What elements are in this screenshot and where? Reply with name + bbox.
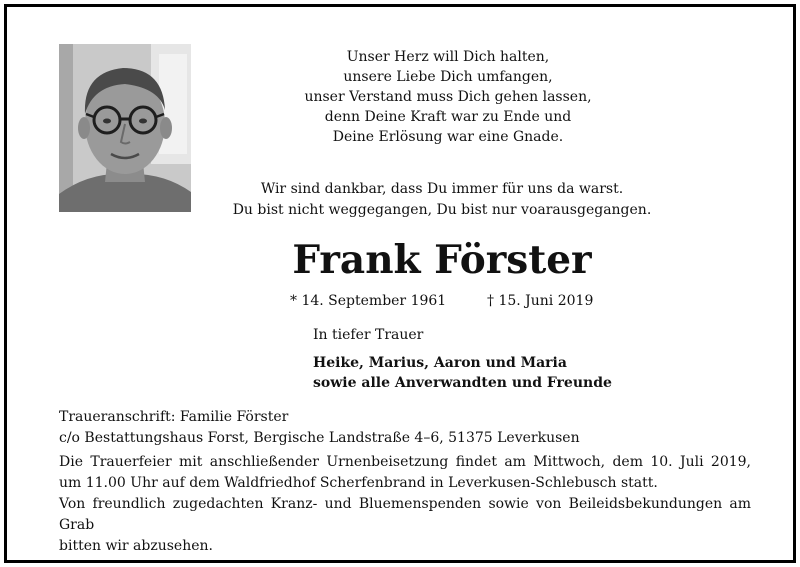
obituary-card [4, 4, 796, 563]
info-line: Von freundlich zugedachten Kranz- und Bluemenspenden sowie von Beileidsbekundungen am Grab [59, 496, 751, 533]
mourners-line: Heike, Marius, Aaron und Maria [313, 355, 567, 371]
birth-date: * 14. September 1961 [290, 293, 447, 309]
portrait-photo [59, 44, 191, 212]
mourners-line: sowie alle Anverwandten und Freunde [313, 375, 612, 391]
death-date: † 15. Juni 2019 [487, 293, 594, 309]
poem-line: Unser Herz will Dich halten, [346, 49, 550, 65]
mourners-list [313, 353, 653, 393]
poem-verse [293, 47, 603, 147]
poem-line: Deine Erlösung war eine Gnade. [332, 129, 564, 145]
mourning-intro: In tiefer Trauer [313, 327, 424, 343]
gratitude-line: Du bist nicht weggegangen, Du bist nur voarausgegangen. [232, 202, 652, 218]
address-line: Traueranschrift: Familie Förster [59, 409, 289, 425]
deceased-name: Frank Förster [292, 237, 592, 283]
poem-line: unsere Liebe Dich umfangen, [343, 69, 553, 85]
address-line: c/o Bestattungshaus Forst, Bergische Landstraße 4–6, 51375 Leverkusen [59, 430, 580, 446]
gratitude-text [232, 179, 652, 221]
poem-line: unser Verstand muss Dich gehen lassen, [304, 89, 592, 105]
poem-line: denn Deine Kraft war zu Ende und [324, 109, 572, 125]
gratitude-line: Wir sind dankbar, dass Du immer für uns da warst. [260, 181, 624, 197]
info-line: bitten wir abzusehen. [59, 538, 213, 554]
condolence-address [59, 407, 759, 449]
info-line: Die Trauerfeier mit anschließender Urnenbeisetzung findet am Mittwoch, dem 10. Juli 2019, [59, 454, 751, 470]
info-line: um 11.00 Uhr auf dem Waldfriedhof Scherfenbrand in Leverkusen-Schlebusch statt. [59, 475, 658, 491]
funeral-info [59, 452, 751, 557]
